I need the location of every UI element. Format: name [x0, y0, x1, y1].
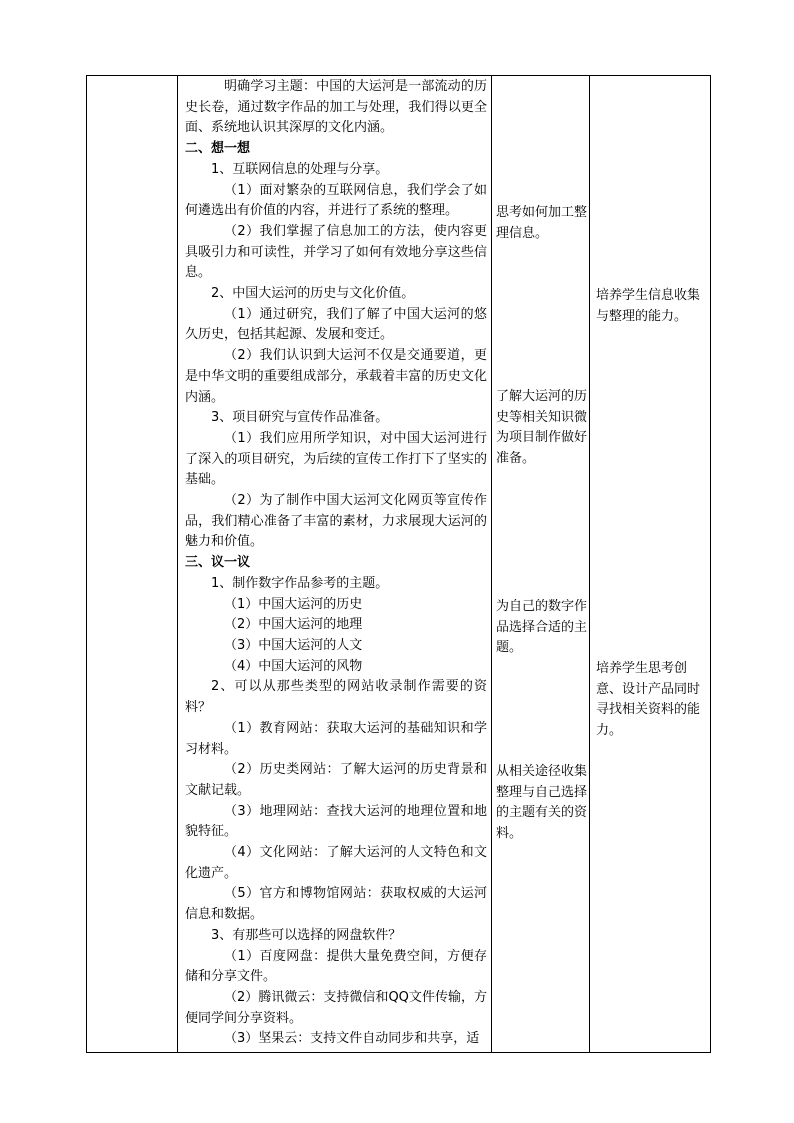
- design-goal-2: 培养学生思考创意、设计产品同时寻找相关资料的能力。: [596, 661, 701, 739]
- intro-paragraph: 明确学习主题：中国的大运河是一部流动的历史长卷，通过数字作品的加工与处理，我们得以更全面、系统地认识其深厚的文化内涵。: [185, 79, 487, 136]
- item-3-2-5: （5）官方和博物馆网站：获取权威的大运河信息和数据。: [185, 886, 487, 923]
- design-intent-cell: [590, 76, 711, 1053]
- teaching-activities-cell: [178, 76, 492, 1053]
- item-3-1-1: （1）中国大运河的历史: [224, 596, 363, 612]
- item-3-3-3: （3）坚果云：支持文件自动同步和共享，适: [224, 1031, 480, 1047]
- item-3-1-3: （3）中国大运河的人文: [224, 637, 363, 653]
- student-note-3: 为自己的数字作品选择合适的主题。: [496, 599, 588, 656]
- item-2-1-1: （1）面对繁杂的互联网信息，我们学会了如何遴选出有价值的内容，并进行了系统的整理。: [185, 182, 487, 219]
- student-note-4: 从相关途径收集整理与自己选择的主题有关的资料。: [496, 764, 588, 842]
- item-2-1-2: （2）我们掌握了信息加工的方法，使内容更具吸引力和可读性，并学习了如何有效地分享这些信息。: [185, 223, 487, 281]
- item-3-3: 3、有那些可以选择的网盘软件？: [211, 927, 402, 943]
- student-activities-cell: [492, 76, 590, 1053]
- item-2-3: 3、项目研究与宣传作品准备。: [211, 410, 389, 426]
- item-3-2-3: （3）地理网站：查找大运河的地理位置和地貌特征。: [185, 803, 487, 840]
- item-3-3-1: （1）百度网盘：提供大量免费空间，方便存储和分享文件。: [185, 948, 487, 985]
- lesson-plan-table: [86, 75, 711, 1053]
- section-3-heading: 三、议一议: [185, 555, 251, 571]
- item-2-3-1: （1）我们应用所学知识，对中国大运河进行了深入的项目研究，为后续的宣传工作打下了坚实的基础。: [185, 430, 487, 488]
- item-3-2-4: （4）文化网站：了解大运河的人文特色和文化遗产。: [185, 845, 487, 881]
- student-note-2: 了解大运河的历史等相关知识微为项目制作做好准备。: [496, 389, 588, 467]
- student-note-1: 思考如何加工整理信息。: [496, 205, 588, 241]
- stage-column-cell: [87, 76, 178, 1053]
- item-2-2: 2、中国大运河的历史与文化价值。: [211, 286, 415, 302]
- item-3-1-4: （4）中国大运河的风物: [224, 658, 363, 674]
- item-3-1: 1、制作数字作品参考的主题。: [211, 575, 389, 591]
- item-3-2: 2、可以从那些类型的网站收录制作需要的资料？: [185, 679, 487, 716]
- design-goal-1: 培养学生信息收集与整理的能力。: [596, 288, 701, 324]
- item-2-1: 1、互联网信息的处理与分享。: [211, 161, 389, 177]
- item-3-2-1: （1）教育网站：获取大运河的基础知识和学习材料。: [185, 720, 487, 757]
- item-3-3-2: （2）腾讯微云：支持微信和QQ文件传输，方便同学间分享资料。: [185, 989, 487, 1026]
- section-2-heading: 二、想一想: [185, 141, 251, 157]
- item-2-2-2: （2）我们认识到大运河不仅是交通要道，更是中华文明的重要组成部分，承载着丰富的历史文化内涵。: [185, 348, 487, 405]
- item-2-2-1: （1）通过研究，我们了解了中国大运河的悠久历史，包括其起源、发展和变迁。: [185, 306, 487, 343]
- item-2-3-2: （2）为了制作中国大运河文化网页等宣传作品，我们精心准备了丰富的素材，力求展现大运河的魅力和价值。: [185, 493, 487, 550]
- item-3-2-2: （2）历史类网站：了解大运河的历史背景和文献记载。: [185, 762, 487, 798]
- item-3-1-2: （2）中国大运河的地理: [224, 617, 363, 633]
